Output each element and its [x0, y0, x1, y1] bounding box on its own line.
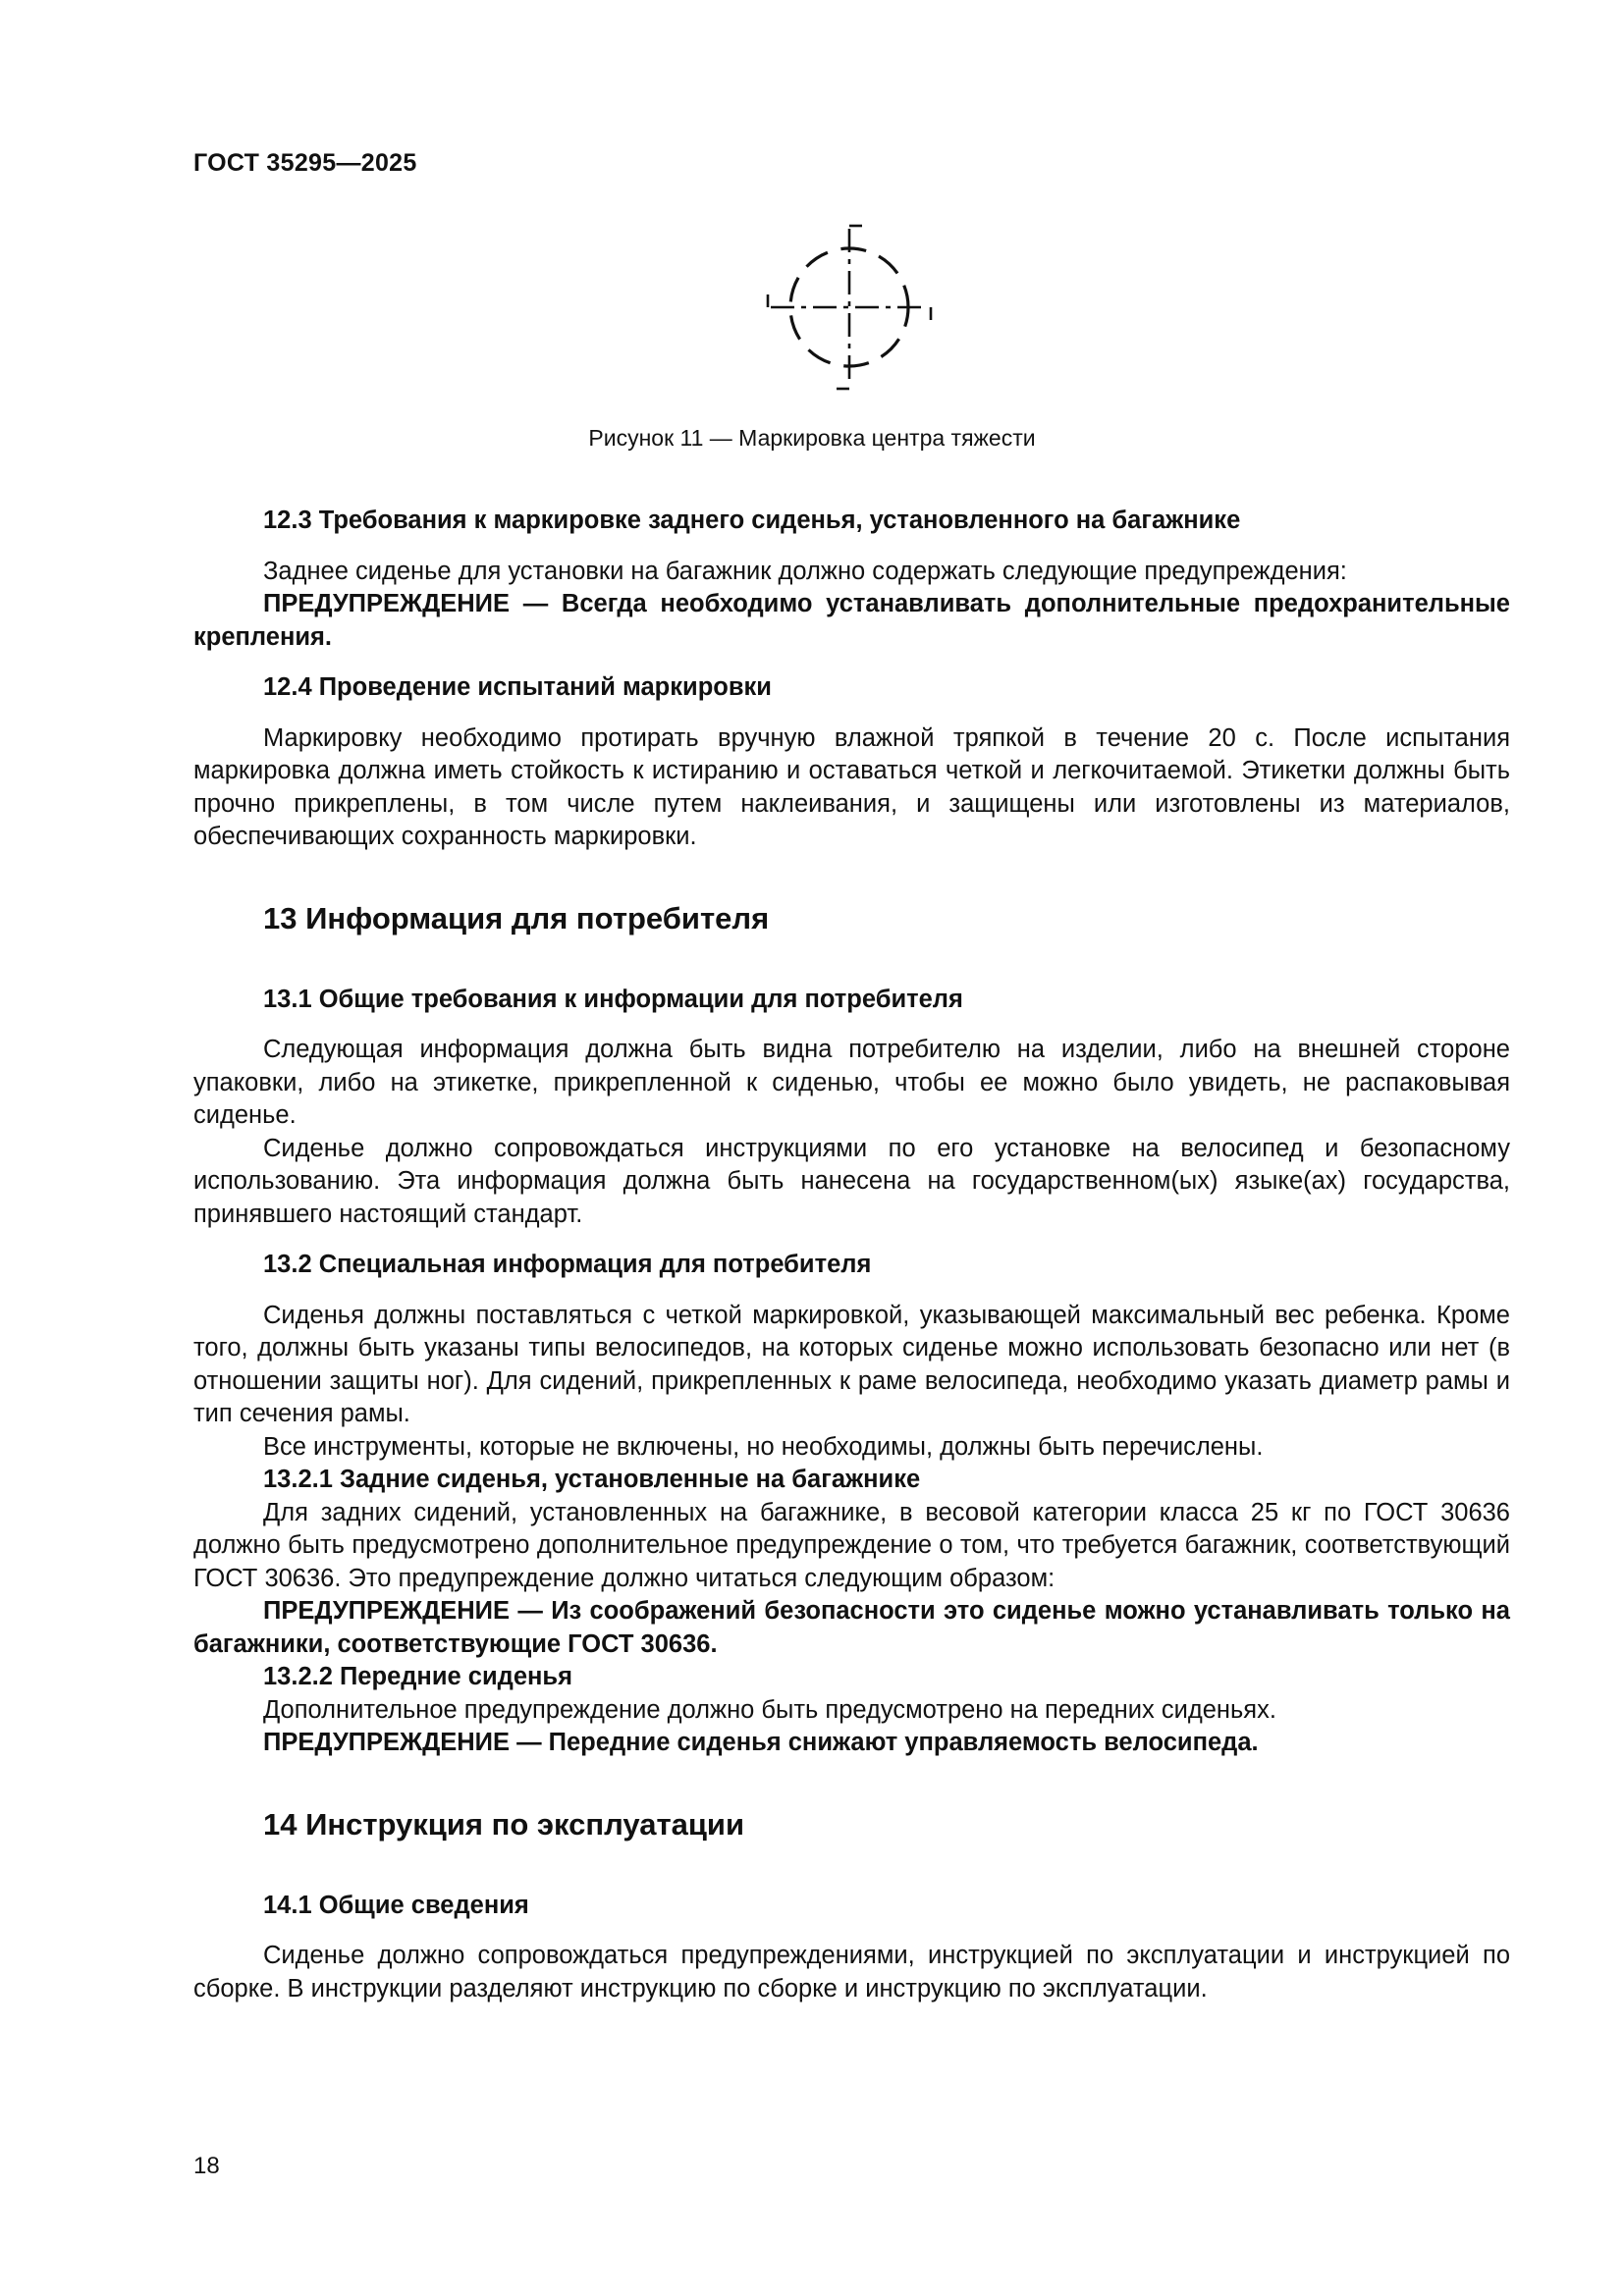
section-13-2-title: 13.2 Специальная информация для потребителя — [263, 1251, 872, 1278]
section-14-1-text: Сиденье должно сопровождаться предупреждениями, инструкцией по эксплуатации и инструкцией по сборке. В инструкции разделяют инструкцию по сборке и инструкцию по эксплуатации. — [193, 1942, 1510, 2002]
section-12-3-title: 12.3 Требования к маркировке заднего сиденья, установленного на багажнике — [263, 507, 1241, 534]
document-code-header: ГОСТ 35295—2025 — [193, 149, 417, 177]
section-13-2-1-title: 13.2.1 Задние сиденья, установленные на багажнике — [263, 1466, 921, 1493]
section-13-2-text-1: Сиденья должны поставляться с четкой маркировкой, указывающей максимальный вес ребенка. Кроме того, должны быть указаны типы велосипедов, на которых сиденье можно использовать безопасно или нет (в отношении защиты ног). Для сидений, прикрепленных к раме велосипеда, необходимо указать диаметр рамы и тип сечения рамы. — [193, 1301, 1510, 1427]
section-13-1-text-1: Следующая информация должна быть видна потребителю на изделии, либо на внешней стороне упаковки, либо на этикетке, прикрепленной к сиденью, чтобы ее можно было увидеть, не распаковывая сиденье. — [193, 1036, 1510, 1129]
section-13-2-1-text: Для задних сидений, установленных на багажнике, в весовой категории класса 25 кг по ГОСТ 30636 должно быть предусмотрено дополнительное предупреждение о том, что требуется багажник, соответствующий ГОСТ 30636. Это предупреждение должно читаться следующим образом: — [193, 1498, 1510, 1592]
document-body — [193, 505, 1510, 2005]
section-14-title: 14 Инструкция по эксплуатации — [263, 1806, 745, 1842]
section-14-1-title: 14.1 Общие сведения — [263, 1891, 529, 1919]
section-12-4-text: Маркировку необходимо протирать вручную влажной тряпкой в течение 20 с. После испытания маркировка должна иметь стойкость к истиранию и оставаться четкой и легкочитаемой. Этикетки должны быть прочно прикреплены, в том числе путем наклеивания, и защищены или изготовлены из материалов, обеспечивающих сохранность маркировки. — [193, 723, 1510, 850]
page-number: 18 — [193, 2153, 220, 2179]
center-of-gravity-mark-icon — [766, 224, 933, 391]
section-13-2-2-title: 13.2.2 Передние сиденья — [263, 1663, 572, 1690]
section-12-3-text: Заднее сиденье для установки на багажник должно содержать следующие предупреждения: — [263, 557, 1347, 585]
figure-caption: Рисунок 11 — Маркировка центра тяжести — [588, 425, 1036, 451]
section-13-1-title: 13.1 Общие требования к информации для потребителя — [263, 985, 963, 1013]
section-12-3-warning: ПРЕДУПРЕЖДЕНИЕ — Всегда необходимо устанавливать дополнительные предохранительные крепления. — [193, 590, 1510, 651]
section-13-title: 13 Информация для потребителя — [263, 900, 770, 935]
section-13-2-2-warning: ПРЕДУПРЕЖДЕНИЕ — Передние сиденья снижают управляемость велосипеда. — [263, 1729, 1259, 1756]
section-13-2-text-2: Все инструменты, которые не включены, но необходимы, должны быть перечислены. — [263, 1432, 1264, 1461]
section-12-4-title: 12.4 Проведение испытаний маркировки — [263, 673, 772, 701]
section-13-2-2-text: Дополнительное предупреждение должно быть предусмотрено на передних сиденьях. — [263, 1695, 1276, 1724]
section-13-2-1-warning: ПРЕДУПРЕЖДЕНИЕ — Из соображений безопасности это сиденье можно устанавливать только на багажники, соответствующие ГОСТ 30636. — [193, 1597, 1510, 1658]
figure-11 — [766, 224, 933, 391]
section-13-1-text-2: Сиденье должно сопровождаться инструкциями по его установке на велосипед и безопасному использованию. Эта информация должна быть нанесена на государственном(ых) языке(ах) государства, принявшего настоящий стандарт. — [193, 1134, 1510, 1228]
